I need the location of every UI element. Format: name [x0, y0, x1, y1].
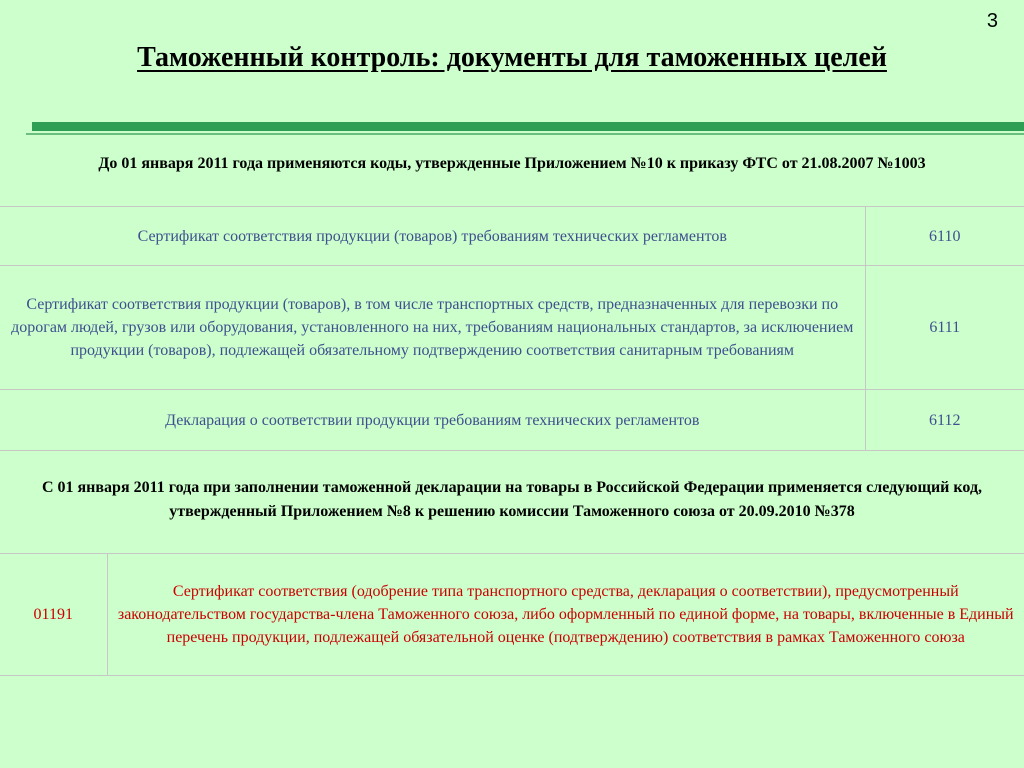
document-code: 6112	[865, 390, 1024, 451]
table-row	[0, 390, 1024, 451]
document-description: Декларация о соответствии продукции требованиям технических регламентов	[0, 390, 865, 451]
document-code: 6111	[865, 266, 1024, 390]
section1-heading: До 01 января 2011 года применяются коды, утвержденные Приложением №10 к приказу ФТС от 21.08.2007 №1003	[98, 155, 926, 172]
slide-title-wrapper	[0, 42, 1024, 74]
section1-table	[0, 206, 1024, 451]
document-description: Сертификат соответствия (одобрение типа транспортного средства, декларация о соответствии), предусмотренный законодательством государства-члена Таможенного союза, либо оформленный по единой форме, на товары, включенные в Единый перечень продукции, подлежащей обязательной оценке (подтверждению) соответствия в рамках Таможенного союза	[107, 554, 1024, 676]
title-divider-thin	[26, 133, 1024, 135]
table-row	[0, 554, 1024, 676]
title-divider-thick	[32, 122, 1024, 131]
slide-number: 3	[986, 10, 998, 32]
table-row	[0, 266, 1024, 390]
document-description: Сертификат соответствия продукции (товаров), в том числе транспортных средств, предназначенных для перевозки по дорогам людей, грузов или оборудования, установленного на них, требованиям национальных стандартов, за исключением продукции (товаров), подлежащей обязательному подтверждению соответствия санитарным требованиям	[0, 266, 865, 390]
slide-title: Таможенный контроль: документы для таможенных целей	[137, 42, 887, 73]
document-code: 6110	[865, 207, 1024, 266]
document-description: Сертификат соответствия продукции (товаров) требованиям технических регламентов	[0, 207, 865, 266]
section2-table	[0, 553, 1024, 676]
section2-heading: С 01 января 2011 года при заполнении таможенной декларации на товары в Российской Федерации применяется следующий код, утвержденный Приложением №8 к решению комиссии Таможенного союза от 20.09.2010 №378	[41, 479, 983, 520]
document-code: 01191	[0, 554, 107, 676]
table-row	[0, 207, 1024, 266]
